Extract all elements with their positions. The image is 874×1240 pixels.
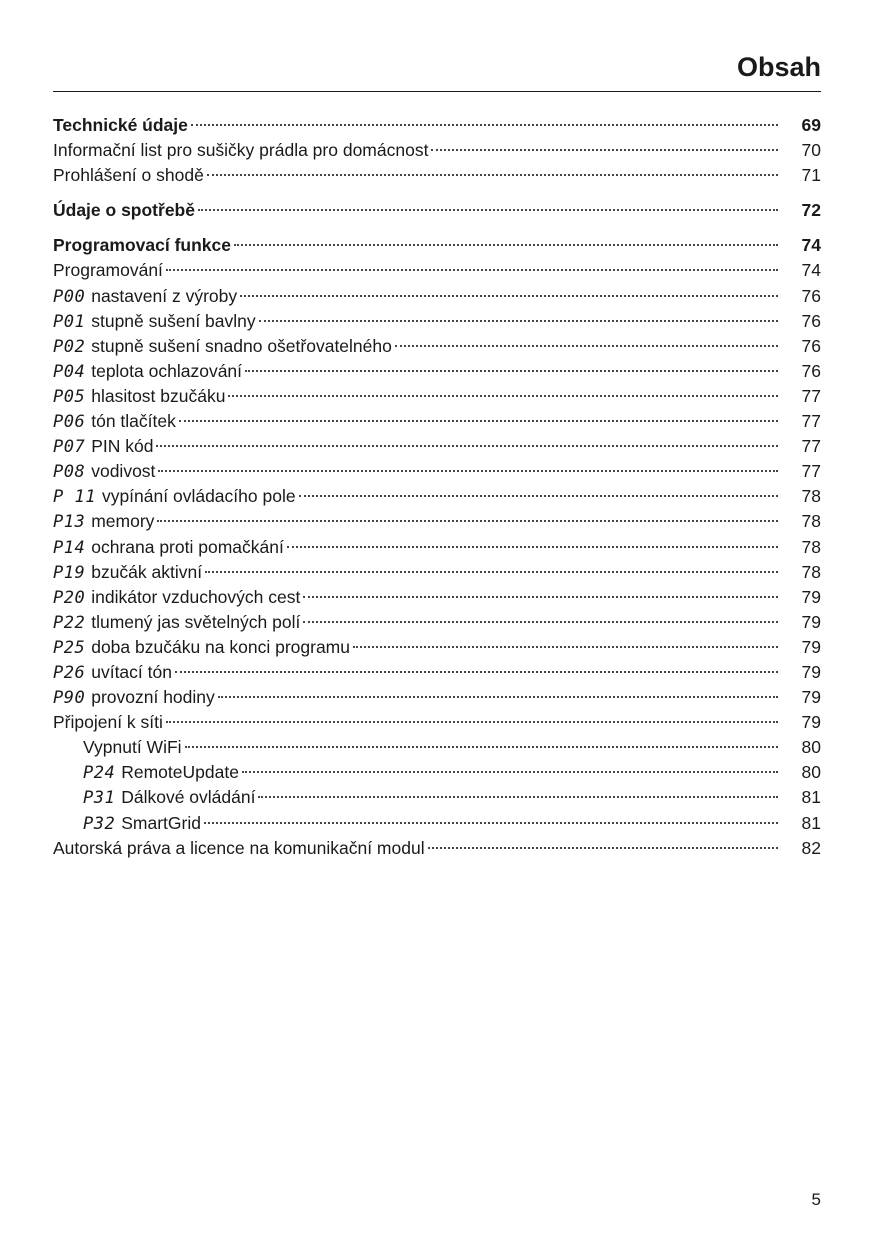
page-title: Obsah — [736, 52, 821, 82]
toc-entry-page: 76 — [801, 310, 821, 331]
toc-entry-title — [53, 113, 188, 138]
toc-entry-label: stupně sušení bavlny — [91, 310, 256, 331]
toc-entry[interactable] — [53, 198, 821, 223]
toc-entry[interactable] — [53, 233, 821, 258]
toc-entry-title — [83, 760, 239, 786]
toc-entry-title — [53, 284, 237, 310]
toc-entry-title — [53, 163, 204, 188]
toc-entry-title — [53, 384, 225, 410]
toc-entry-label: Údaje o spotřebě — [53, 200, 195, 221]
toc-entry-page: 77 — [801, 411, 821, 432]
toc-entry-code: P32 — [83, 813, 116, 834]
toc-entry-code: P26 — [53, 662, 86, 683]
toc-entry-page: 76 — [801, 335, 821, 356]
dot-leader — [218, 695, 778, 698]
toc-entry-page: 81 — [801, 812, 821, 833]
toc-entry-title — [53, 635, 350, 661]
toc-entry-code: P19 — [53, 562, 86, 583]
toc-entry-title — [53, 233, 231, 258]
toc-entry-page: 76 — [801, 285, 821, 306]
toc-entry-page: 74 — [801, 235, 821, 256]
dot-leader — [258, 795, 778, 798]
toc-entry-page: 70 — [801, 140, 821, 161]
header-divider — [53, 91, 821, 92]
dot-leader — [191, 123, 778, 126]
table-of-contents — [53, 113, 821, 861]
toc-entry-title — [53, 334, 392, 360]
toc-entry-label: teplota ochlazování — [91, 360, 243, 381]
toc-entry[interactable] — [53, 258, 821, 283]
toc-entry-title — [83, 735, 182, 760]
toc-entry-label: vypínání ovládacího pole — [101, 486, 296, 507]
toc-entry-page: 79 — [801, 586, 821, 607]
toc-entry-page: 78 — [801, 486, 821, 507]
toc-entry-page: 78 — [801, 511, 821, 532]
toc-entry-label: bzučák aktivní — [91, 561, 203, 582]
toc-entry-page: 79 — [801, 661, 821, 682]
dot-leader — [234, 243, 778, 246]
toc-entry-title — [83, 785, 255, 811]
toc-entry[interactable] — [53, 685, 821, 710]
dot-leader — [204, 821, 778, 824]
toc-entry-title — [53, 560, 202, 586]
toc-entry-label: vodivost — [91, 461, 156, 482]
toc-entry-title — [53, 138, 428, 163]
toc-entry-code: P01 — [53, 311, 86, 332]
toc-entry[interactable] — [53, 560, 821, 585]
dot-leader — [287, 545, 778, 548]
toc-entry-code: P25 — [53, 637, 86, 658]
toc-entry-label: Připojení k síti — [53, 712, 163, 733]
toc-entry[interactable] — [53, 334, 821, 359]
toc-entry-label: SmartGrid — [121, 812, 201, 833]
toc-entry-label: ochrana proti pomačkání — [91, 536, 284, 557]
toc-entry-label: tlumený jas světelných polí — [91, 611, 301, 632]
dot-leader — [205, 570, 778, 573]
toc-entry-page: 79 — [801, 611, 821, 632]
toc-entry[interactable] — [53, 635, 821, 660]
toc-entry[interactable] — [53, 284, 821, 309]
toc-entry-title — [53, 535, 284, 561]
dot-leader — [179, 419, 778, 422]
toc-entry-title — [53, 484, 296, 510]
toc-entry-page: 76 — [801, 360, 821, 381]
toc-entry[interactable] — [53, 359, 821, 384]
toc-entry-label: PIN kód — [91, 436, 154, 457]
toc-entry-label: Programování — [53, 260, 163, 281]
dot-leader — [166, 720, 778, 723]
dot-leader — [299, 494, 778, 497]
toc-entry[interactable] — [53, 760, 821, 785]
dot-leader — [431, 148, 778, 151]
toc-entry-page: 77 — [801, 385, 821, 406]
toc-entry-label: indikátor vzduchových cest — [91, 586, 301, 607]
toc-entry-title — [53, 198, 195, 223]
toc-entry-title — [53, 409, 176, 435]
toc-entry-code: P02 — [53, 336, 86, 357]
toc-entry-title — [53, 685, 215, 711]
toc-entry[interactable] — [53, 535, 821, 560]
toc-entry-page: 78 — [801, 561, 821, 582]
dot-leader — [353, 645, 778, 648]
toc-entry-label: provozní hodiny — [91, 687, 215, 708]
toc-entry-code: P22 — [53, 612, 86, 633]
toc-entry-code: P24 — [83, 763, 116, 784]
toc-entry[interactable] — [53, 434, 821, 459]
toc-entry-label: Technické údaje — [53, 115, 188, 135]
dot-leader — [395, 344, 778, 347]
toc-entry-page: 79 — [801, 636, 821, 657]
toc-entry-code: P00 — [53, 286, 86, 307]
dot-leader — [303, 595, 778, 598]
toc-entry-label: Vypnutí WiFi — [83, 737, 182, 758]
toc-entry-code: P07 — [53, 437, 86, 458]
dot-leader — [428, 846, 778, 849]
dot-leader — [158, 469, 778, 472]
toc-entry-code: P08 — [53, 462, 86, 483]
dot-leader — [228, 394, 778, 397]
toc-entry-title — [53, 509, 154, 535]
toc-entry-label: Programovací funkce — [53, 235, 231, 256]
toc-entry[interactable] — [53, 163, 821, 188]
toc-entry-title — [53, 710, 163, 735]
toc-entry-title — [53, 660, 172, 686]
toc-entry-label: uvítací tón — [91, 661, 172, 682]
toc-entry-page: 81 — [801, 787, 821, 808]
toc-entry-label: hlasitost bzučáku — [91, 385, 226, 406]
toc-entry-page: 71 — [801, 165, 821, 186]
toc-entry-code: P20 — [53, 587, 86, 608]
toc-entry-label: nastavení z výroby — [91, 285, 238, 306]
toc-entry-label: RemoteUpdate — [121, 762, 239, 783]
toc-entry[interactable] — [53, 585, 821, 610]
toc-entry-title — [53, 359, 242, 385]
toc-entry-title — [53, 610, 300, 636]
dot-leader — [175, 670, 778, 673]
toc-entry-title — [53, 585, 300, 611]
toc-entry[interactable] — [53, 384, 821, 409]
toc-entry[interactable] — [53, 836, 821, 861]
dot-leader — [303, 620, 778, 623]
dot-leader — [242, 770, 778, 773]
dot-leader — [185, 745, 778, 748]
toc-entry-title — [53, 258, 163, 283]
dot-leader — [259, 319, 778, 322]
dot-leader — [198, 208, 778, 211]
toc-entry-title — [53, 459, 155, 485]
toc-entry-code: P06 — [53, 412, 86, 433]
toc-entry-label: memory — [91, 511, 155, 532]
dot-leader — [156, 444, 778, 447]
toc-entry-page: 80 — [801, 737, 821, 758]
toc-entry-code: P04 — [53, 361, 86, 382]
toc-entry-page: 78 — [801, 536, 821, 557]
toc-entry-label: stupně sušení snadno ošetřovatelného — [91, 335, 392, 356]
toc-entry[interactable] — [53, 409, 821, 434]
toc-entry-title — [53, 434, 153, 460]
toc-entry[interactable] — [53, 459, 821, 484]
toc-entry-page: 77 — [801, 461, 821, 482]
toc-entry-label: tón tlačítek — [91, 411, 176, 432]
toc-entry-code: P13 — [53, 512, 86, 533]
toc-entry[interactable] — [53, 610, 821, 635]
toc-entry-page: 74 — [801, 260, 821, 281]
toc-entry[interactable] — [53, 113, 821, 138]
page-number: 5 — [811, 1190, 821, 1209]
toc-entry-label: Prohlášení o shodě — [53, 165, 204, 186]
dot-leader — [166, 268, 778, 271]
toc-entry-title — [53, 309, 256, 335]
toc-entry-page: 82 — [801, 837, 821, 858]
dot-leader — [207, 173, 778, 176]
toc-entry-code: P90 — [53, 688, 86, 709]
toc-entry-page: 77 — [801, 436, 821, 457]
toc-entry-code: P 11 — [53, 487, 96, 508]
toc-entry[interactable] — [53, 785, 821, 810]
toc-entry-page: 79 — [801, 687, 821, 708]
toc-entry[interactable] — [53, 309, 821, 334]
toc-entry[interactable] — [53, 138, 821, 163]
toc-entry-page: 80 — [801, 762, 821, 783]
dot-leader — [245, 369, 778, 372]
toc-entry-label: doba bzučáku na konci programu — [91, 636, 350, 657]
dot-leader — [240, 294, 778, 297]
dot-leader — [157, 519, 778, 522]
toc-entry[interactable] — [53, 811, 821, 836]
toc-entry-page: 72 — [801, 200, 821, 221]
toc-entry-title — [53, 836, 425, 861]
toc-entry-label: Autorská práva a licence na komunikační modul — [53, 837, 425, 858]
toc-entry-page: 69 — [801, 115, 821, 135]
toc-entry-page: 79 — [801, 712, 821, 733]
toc-entry-code: P14 — [53, 537, 86, 558]
toc-entry[interactable] — [53, 509, 821, 534]
toc-entry-code: P05 — [53, 386, 86, 407]
toc-entry[interactable] — [53, 484, 821, 509]
toc-entry-label: Informační list pro sušičky prádla pro domácnost — [53, 140, 429, 161]
toc-entry[interactable] — [53, 735, 821, 760]
toc-entry[interactable] — [53, 710, 821, 735]
toc-entry-label: Dálkové ovládání — [121, 787, 256, 808]
toc-entry-code: P31 — [83, 788, 116, 809]
toc-entry[interactable] — [53, 660, 821, 685]
toc-entry-title — [83, 811, 201, 837]
